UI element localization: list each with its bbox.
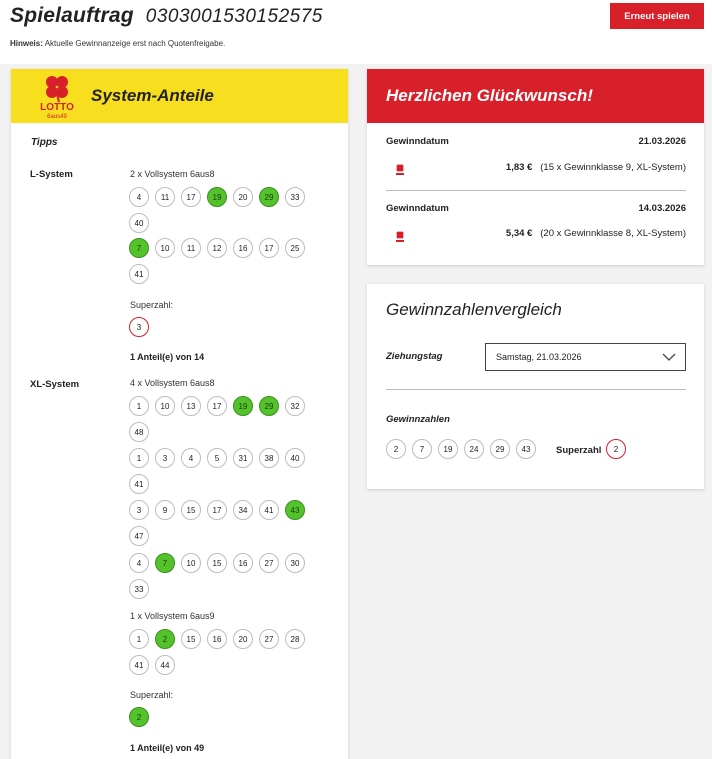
- number-ball: 5: [207, 448, 227, 468]
- number-ball: 4: [129, 553, 149, 573]
- winning-number-ball: 7: [412, 439, 432, 459]
- number-ball: 2: [155, 629, 175, 649]
- number-ball: 41: [259, 500, 279, 520]
- hint-label: Hinweis:: [10, 39, 43, 48]
- congrats-header: [367, 69, 704, 123]
- number-ball: 9: [155, 500, 175, 520]
- number-ball: 1: [129, 396, 149, 416]
- number-ball: 27: [259, 629, 279, 649]
- number-ball: 41: [129, 474, 149, 494]
- page-header: [0, 0, 712, 64]
- number-ball: 19: [233, 396, 253, 416]
- system-desc: 1 x Vollsystem 6aus9: [130, 611, 215, 621]
- tip-row: [129, 474, 149, 494]
- winning-superzahl-label: Superzahl: [556, 445, 602, 456]
- tip-row: [129, 396, 305, 416]
- number-ball: 27: [259, 553, 279, 573]
- share-text: 1 Anteil(e) von 49: [130, 743, 205, 753]
- number-ball: 4: [129, 187, 149, 207]
- win-amount-detail: (20 x Gewinnklasse 8, XL-System): [540, 228, 686, 239]
- number-ball: 44: [155, 655, 175, 675]
- congrats-card: [367, 69, 704, 265]
- title-row: [10, 4, 323, 28]
- system-desc: 2 x Vollsystem 6aus8: [130, 169, 215, 179]
- winning-number-ball: 19: [438, 439, 458, 459]
- lotto-logo-icon: [33, 72, 81, 120]
- win-amount-detail: (15 x Gewinnklasse 9, XL-System): [540, 162, 686, 173]
- tip-row: [129, 500, 305, 520]
- win-divider: [386, 190, 686, 191]
- number-ball: 47: [129, 526, 149, 546]
- number-ball: 16: [233, 238, 253, 258]
- winning-number-ball: 24: [464, 439, 484, 459]
- win-date-label: Gewinndatum: [386, 136, 449, 147]
- number-ball: 16: [207, 629, 227, 649]
- number-ball: 15: [181, 500, 201, 520]
- number-ball: 30: [285, 553, 305, 573]
- number-ball: 19: [207, 187, 227, 207]
- congrats-title: Herzlichen Glückwunsch!: [386, 86, 593, 105]
- win-date: 21.03.2026: [638, 136, 686, 147]
- tip-row: [129, 553, 305, 573]
- lotto-small-icon: [393, 163, 407, 177]
- share-text: 1 Anteil(e) von 14: [130, 352, 205, 362]
- number-ball: 13: [181, 396, 201, 416]
- system-desc: 4 x Vollsystem 6aus8: [130, 378, 215, 388]
- tip-row: [129, 526, 149, 546]
- number-ball: 17: [207, 396, 227, 416]
- tip-row: [129, 655, 175, 675]
- ticket-title: System-Anteile: [91, 86, 214, 105]
- number-ball: 3: [129, 500, 149, 520]
- number-ball: 17: [259, 238, 279, 258]
- ticket-card-header: [11, 69, 348, 123]
- number-ball: 29: [259, 396, 279, 416]
- number-ball: 15: [181, 629, 201, 649]
- superzahl-label: Superzahl:: [130, 300, 174, 310]
- number-ball: 29: [259, 187, 279, 207]
- number-ball: 25: [285, 238, 305, 258]
- win-amount-value: 1,83 €: [505, 162, 533, 173]
- compare-card: [367, 284, 704, 489]
- winning-number-ball: 43: [516, 439, 536, 459]
- superzahl-ball: 3: [129, 317, 149, 337]
- win-amount: [506, 162, 686, 173]
- hint-text: [10, 39, 225, 48]
- lotto-small-icon: [393, 230, 407, 244]
- superzahl-label: Superzahl:: [130, 690, 174, 700]
- superzahl-row: [129, 707, 149, 727]
- number-ball: 31: [233, 448, 253, 468]
- draw-date-value: Samstag, 21.03.2026: [496, 352, 582, 362]
- number-ball: 34: [233, 500, 253, 520]
- replay-button[interactable]: Erneut spielen: [610, 3, 704, 29]
- tipps-label: Tipps: [31, 137, 58, 148]
- number-ball: 20: [233, 629, 253, 649]
- number-ball: 40: [285, 448, 305, 468]
- order-id: 0303001530152575: [145, 6, 323, 27]
- win-date: 14.03.2026: [638, 203, 686, 214]
- page-title: Spielauftrag: [10, 4, 134, 27]
- number-ball: 1: [129, 448, 149, 468]
- ticket-card: [11, 69, 348, 759]
- number-ball: 17: [207, 500, 227, 520]
- system-label: XL-System: [30, 379, 80, 390]
- number-ball: 4: [181, 448, 201, 468]
- number-ball: 10: [155, 238, 175, 258]
- winning-number-ball: 29: [490, 439, 510, 459]
- number-ball: 32: [285, 396, 305, 416]
- superzahl-ball: 2: [129, 707, 149, 727]
- tip-row: [129, 213, 149, 233]
- win-amount: [506, 228, 686, 239]
- winning-numbers-label: Gewinnzahlen: [386, 414, 450, 425]
- win-date-label: Gewinndatum: [386, 203, 449, 214]
- number-ball: 38: [259, 448, 279, 468]
- draw-date-label: Ziehungstag: [386, 351, 443, 362]
- number-ball: 28: [285, 629, 305, 649]
- number-ball: 10: [181, 553, 201, 573]
- number-ball: 20: [233, 187, 253, 207]
- logo-sub: 6aus49: [47, 114, 67, 120]
- system-label: L-System: [30, 169, 73, 180]
- number-ball: 7: [155, 553, 175, 573]
- tip-row: [129, 238, 305, 258]
- chevron-down-icon: [662, 352, 676, 362]
- winning-number-ball: 2: [386, 439, 406, 459]
- tip-row: [129, 579, 149, 599]
- number-ball: 7: [129, 238, 149, 258]
- number-ball: 10: [155, 396, 175, 416]
- winning-superzahl-ball: 2: [606, 439, 626, 459]
- number-ball: 41: [129, 655, 149, 675]
- number-ball: 33: [129, 579, 149, 599]
- win-amount-value: 5,34 €: [505, 228, 533, 239]
- number-ball: 1: [129, 629, 149, 649]
- number-ball: 17: [181, 187, 201, 207]
- number-ball: 11: [181, 238, 201, 258]
- tip-row: [129, 187, 305, 207]
- tip-row: [129, 448, 305, 468]
- number-ball: 3: [155, 448, 175, 468]
- number-ball: 33: [285, 187, 305, 207]
- winning-numbers-row: [386, 439, 536, 459]
- number-ball: 15: [207, 553, 227, 573]
- number-ball: 48: [129, 422, 149, 442]
- hint-message: Aktuelle Gewinnanzeige erst nach Quotenfreigabe.: [44, 39, 226, 48]
- tip-row: [129, 264, 149, 284]
- number-ball: 41: [129, 264, 149, 284]
- superzahl-row: [129, 317, 149, 337]
- number-ball: 11: [155, 187, 175, 207]
- number-ball: 40: [129, 213, 149, 233]
- number-ball: 12: [207, 238, 227, 258]
- tip-row: [129, 422, 149, 442]
- draw-date-select[interactable]: [485, 343, 686, 371]
- compare-divider: [386, 389, 686, 390]
- number-ball: 43: [285, 500, 305, 520]
- compare-title: Gewinnzahlenvergleich: [386, 300, 562, 319]
- logo-text: LOTTO: [40, 102, 74, 113]
- number-ball: 16: [233, 553, 253, 573]
- tip-row: [129, 629, 305, 649]
